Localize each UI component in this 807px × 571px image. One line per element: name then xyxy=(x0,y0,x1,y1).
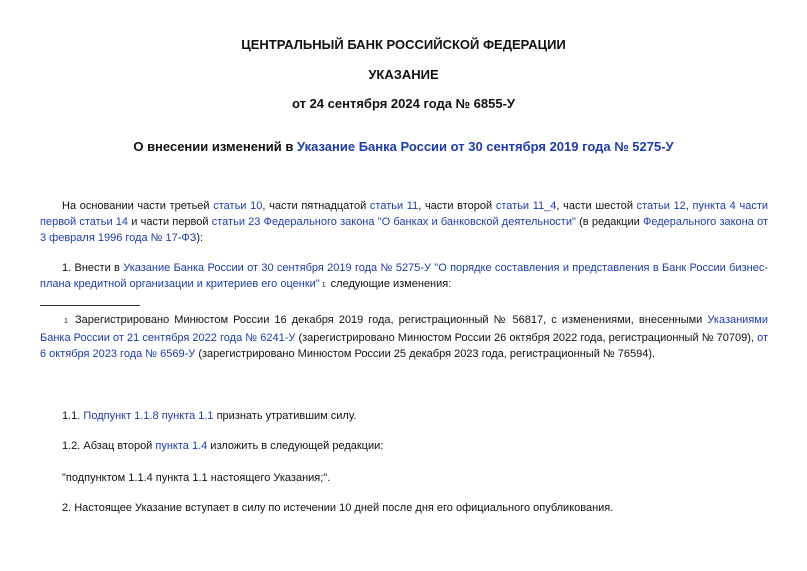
basis-paragraph xyxy=(40,198,768,246)
link-article-11-4[interactable]: статьи 11_4 xyxy=(495,200,557,212)
link-article-10[interactable]: статьи 10 xyxy=(213,200,263,212)
basis-text: На основании части третьей xyxy=(62,200,214,212)
document-type: УКАЗАНИЕ xyxy=(368,67,439,82)
basis-text: ): xyxy=(196,232,204,244)
link-clause-1-4[interactable]: пункта 1.4 xyxy=(155,440,208,452)
footnote-text: (зарегистрировано Минюстом России 25 декабря 2023 года, регистрационный № 76594). xyxy=(195,348,656,360)
item-1-2-paragraph xyxy=(40,438,768,454)
footnote-ref[interactable]: 1 xyxy=(321,282,326,289)
footnote-divider xyxy=(40,305,140,306)
link-directive-5275[interactable]: Указание Банка России от 30 сентября 2019 года № 5275-У "О порядке составления и представления в Банк России бизнес-плана кредитной организации и критериев его оценки" xyxy=(40,262,768,290)
item-2-paragraph: 2. Настоящее Указание вступает в силу по истечении 10 дней после дня его официального опубликования. xyxy=(62,502,614,514)
item-1-text: 1. Внести в xyxy=(62,262,124,274)
link-article-14[interactable]: пункта 4 части первой статьи 14 xyxy=(40,200,768,228)
basis-text: , части пятнадцатой xyxy=(262,200,370,212)
link-directive-6569[interactable]: от 6 октября 2023 года № 6569-У xyxy=(40,332,768,360)
item-1-1-paragraph xyxy=(40,408,768,424)
link-article-12[interactable]: статьи 12 xyxy=(636,200,686,212)
footnote-paragraph xyxy=(40,312,768,362)
footnote-text: (зарегистрировано Минюстом России 26 октября 2022 года, регистрационный № 70709), xyxy=(295,332,758,344)
basis-text: , части шестой xyxy=(556,200,637,212)
basis-text: , xyxy=(685,200,693,212)
link-federal-law-edition[interactable]: Федерального закона от 3 февраля 1996 года № 17-ФЗ xyxy=(40,216,768,244)
footnote-text: Зарегистрировано Минюстом России 16 декабря 2019 года, регистрационный № 56817, с изменениями, внесенными xyxy=(69,314,708,326)
issuer-title: ЦЕНТРАЛЬНЫЙ БАНК РОССИЙСКОЙ ФЕДЕРАЦИИ xyxy=(241,37,566,52)
document-date-number: от 24 сентября 2024 года № 6855-У xyxy=(291,96,515,111)
link-article-23[interactable]: статьи 23 xyxy=(211,216,261,228)
link-article-11[interactable]: статьи 11 xyxy=(369,200,419,212)
link-subclause-1-1-8[interactable]: Подпункт 1.1.8 пункта 1.1 xyxy=(83,410,214,422)
subject-prefix: О внесении изменений в xyxy=(133,139,297,154)
link-federal-law[interactable]: Федерального закона "О банках и банковской деятельности" xyxy=(263,216,576,228)
basis-text: (в редакции xyxy=(575,216,643,228)
basis-text: , части второй xyxy=(418,200,496,212)
item-1-1-text: 1.1. xyxy=(62,410,84,422)
item-1-1-text: признать утратившим силу. xyxy=(213,410,357,422)
item-1-2-text: 1.2. Абзац второй xyxy=(62,440,156,452)
quote-paragraph: "подпунктом 1.1.4 пункта 1.1 настоящего Указания;". xyxy=(62,472,331,484)
link-directive-6241[interactable]: Указаниями Банка России от 21 сентября 2022 года № 6241-У xyxy=(40,314,768,344)
footnote-number: 1 xyxy=(64,318,68,325)
item-1-2-text: изложить в следующей редакции: xyxy=(207,440,384,452)
item-1-paragraph xyxy=(40,260,768,294)
item-1-text: следующие изменения: xyxy=(327,278,452,290)
document-subject xyxy=(0,139,807,154)
subject-link[interactable]: Указание Банка России от 30 сентября 2019 года № 5275-У xyxy=(297,139,674,154)
basis-text: и части первой xyxy=(128,216,212,228)
